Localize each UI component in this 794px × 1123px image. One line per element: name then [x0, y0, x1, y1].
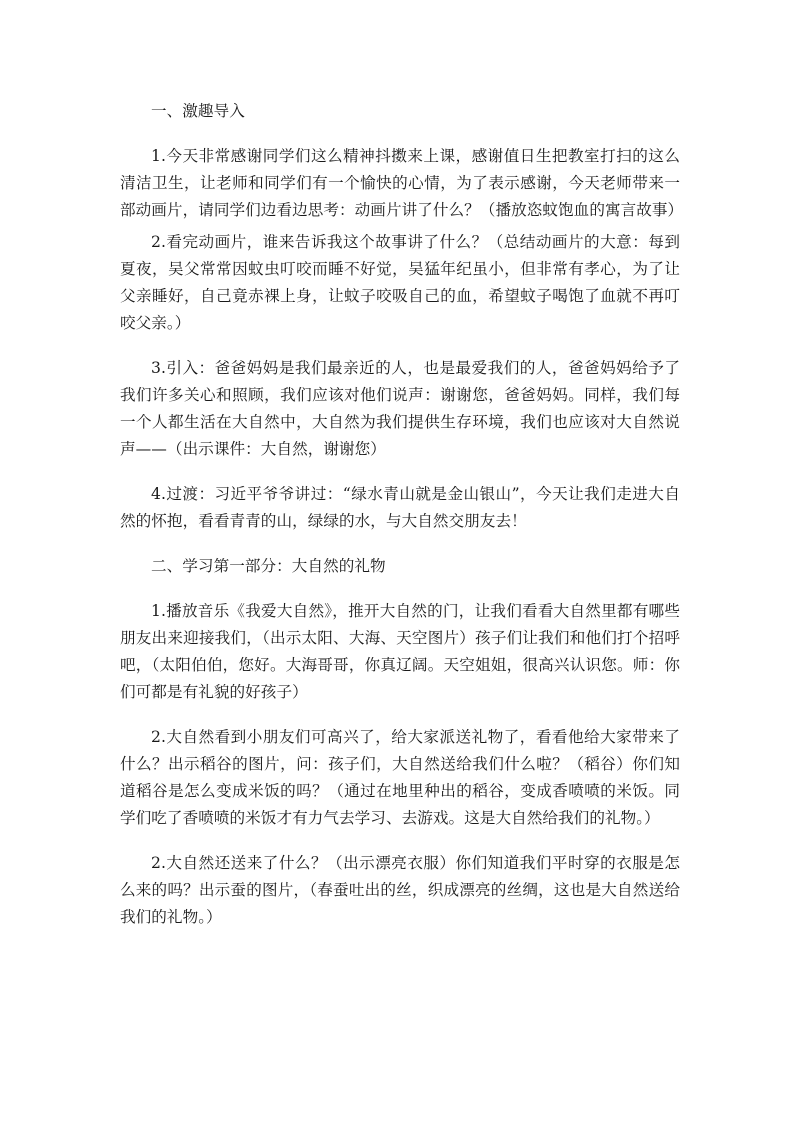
document-body: [120, 98, 684, 931]
paragraph-1-2: 2.看完动画片，谁来告诉我这个故事讲了什么？（总结动画片的大意：每到夏夜，吴父常常因蚊虫叮咬而睡不好觉，吴猛年纪虽小，但非常有孝心，为了让父亲睡好，自己竟赤裸上身，让蚊子咬吸自己的血，希望蚊子喝饱了血就不再叮咬父亲。）: [120, 233, 680, 332]
paragraph-1-4: 4.过渡：习近平爷爷讲过：“绿水青山就是金山银山”，今天让我们走进大自然的怀抱，看看青青的山，绿绿的水，与大自然交朋友去！: [120, 485, 680, 530]
paragraph-2-1: 1.播放音乐《我爱大自然》，推开大自然的门，让我们看看大自然里都有哪些朋友出来迎接我们，（出示太阳、大海、天空图片）孩子们让我们和他们打个招呼吧，（太阳伯伯，您好。大海哥哥，你真辽阔。天空姐姐，很高兴认识您。师：你们可都是有礼貌的好孩子）: [120, 602, 680, 701]
paragraph-1-1: 1.今天非常感谢同学们这么精神抖擞来上课，感谢值日生把教室打扫的这么清洁卫生，让老师和同学们有一个愉快的心情，为了表示感谢，今天老师带来一部动画片，请同学们边看边思考：动画片讲了什么？（播放恣蚊饱血的寓言故事）: [120, 147, 684, 219]
paragraph-2-2: 2.大自然看到小朋友们可高兴了，给大家派送礼物了，看看他给大家带来了什么？出示稻谷的图片，问：孩子们，大自然送给我们什么啦？（稻谷）你们知道稻谷是怎么变成米饭的吗？（通过在地里种出的稻谷，变成香喷喷的米饭。同学们吃了香喷喷的米饭才有力气去学习、去游戏。这是大自然给我们的礼物。）: [120, 728, 680, 827]
section-heading-1: 一、激趣导入: [151, 102, 245, 120]
section-heading-2: 二、学习第一部分：大自然的礼物: [151, 557, 386, 575]
paragraph-1-3: 3.引入：爸爸妈妈是我们最亲近的人，也是最爱我们的人，爸爸妈妈给予了我们许多关心和照顾，我们应该对他们说声：谢谢您，爸爸妈妈。同样，我们每一个人都生活在大自然中，大自然为我们提供生存环境，我们也应该对大自然说声——（出示课件：大自然，谢谢您）: [120, 359, 680, 458]
paragraph-2-3: 2.大自然还送来了什么？（出示漂亮衣服）你们知道我们平时穿的衣服是怎么来的吗？出示蚕的图片，（春蚕吐出的丝，织成漂亮的丝绸，这也是大自然送给我们的礼物。）: [120, 854, 680, 926]
